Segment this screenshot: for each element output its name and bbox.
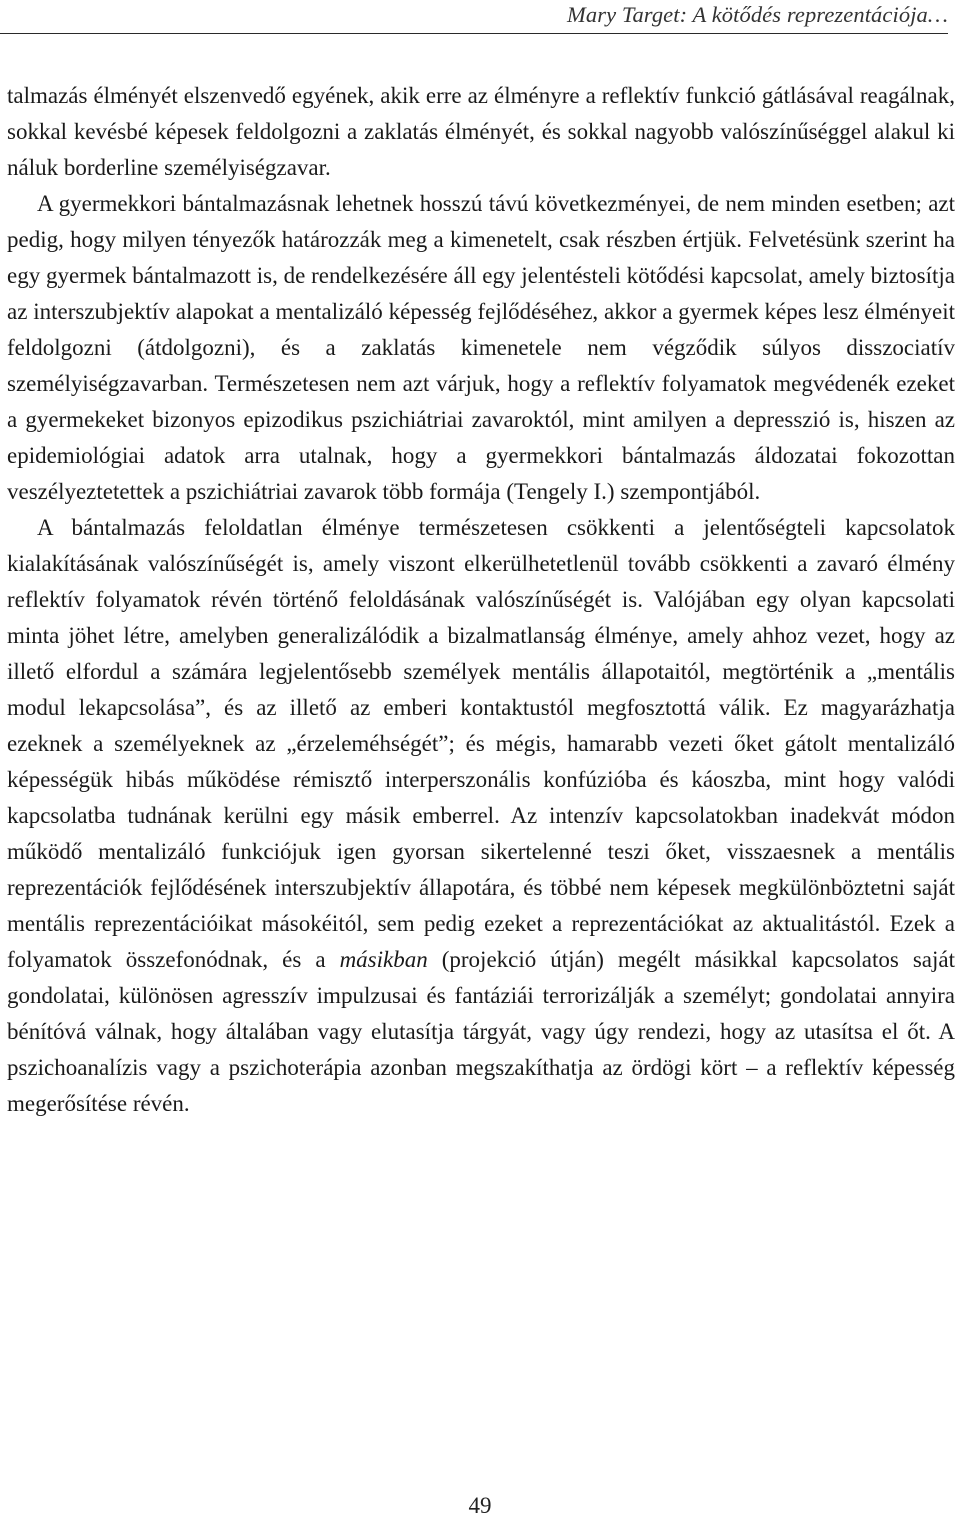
running-header-title: Mary Target: A kötődés reprezentációja…	[567, 2, 948, 27]
paragraph-3-text-part-1: A bántalmazás feloldatlan élménye természetesen csökkenti a jelentőségteli kapcsolatok kialakításának valószínűségét is, amely viszont elkerülhetetlenül tovább csökkenti a zavaró élmény reflektív folyamatok révén történő feloldásának valószínűségét is. Valójában egy olyan kapcsolati minta jöhet létre, amelyben generalizálódik a bizalmatlanság élménye, amely ahhoz vezet, hogy az illető elfordul a számára legjelentősebb személyek mentális állapotaitól, megtörténik a „mentális modul lekapcsolása”, és az illető az emberi kontaktustól megfosztottá válik. Ez magyarázhatja ezeknek a személyeknek az „érzeleméhségét”; és mégis, hamarabb vezeti őket gátolt mentalizáló képességük hibás működése rémisztő interperszonális konfúzióba és káoszba, mint hogy valódi kapcsolatba tudnának kerülni egy másik emberrel. Az intenzív kapcsolatokban inadekvát módon működő mentalizáló funkciójuk igen gyorsan sikertelenné teszi őket, visszaesnek a mentális reprezentációk fejlődésének interszubjektív állapotára, és többé nem képesek megkülönböztetni saját mentális reprezentációikat másokéitól, sem pedig ezeket a reprezentációkat az aktualitástól. Ezek a folyamatok összefonódnak, és a	[7, 515, 955, 972]
paragraph	[7, 510, 955, 1122]
paragraph-2-text: A gyermekkori bántalmazásnak lehetnek hosszú távú következményei, de nem minden esetben; azt pedig, hogy milyen tényezők határozzák meg a kimenetelt, csak részben értjük. Felvetésünk szerint ha egy gyermek bántalmazott is, de rendelkezésére áll egy jelentésteli kötődési kapcsolat, amely biztosítja az interszubjektív alapokat a mentalizáló képesség fejlődéséhez, akkor a gyermek képes lesz élményeit feldolgozni (átdolgozni), és a zaklatás kimenetele nem végződik súlyos disszociatív személyiségzavarban. Természetesen nem azt várjuk, hogy a reflektív folyamatok megvédenék ezeket a gyermekeket bizonyos epizodikus pszichiátriai zavaroktól, mint amilyen a depresszió is, hiszen az epidemiológiai adatok arra utalnak, hogy a gyermekkori bántalmazás áldozatai fokozottan veszélyeztetettek a pszichiátriai zavarok több formája (Tengely I.) szempontjából.	[7, 191, 955, 504]
body-text	[7, 78, 955, 1122]
paragraph	[7, 186, 955, 510]
running-header	[0, 0, 948, 34]
paragraph-continuation	[7, 78, 955, 186]
paragraph-3-text-part-2: (projekció útján) megélt másikkal kapcsolatos saját gondolatai, különösen agresszív impulzusai és fantáziái terrorizálják a személyt; gondolatai annyira bénítóvá válnak, hogy általában vagy elutasítja tárgyát, vagy úgy rendezi, hogy az utasítsa el őt. A pszichoanalízis vagy a pszichoterápia azonban megszakíthatja az ördögi kört – a reflektív képesség megerősítése révén.	[7, 947, 955, 1116]
page-number: 49	[468, 1493, 492, 1518]
paragraph-1-text: talmazás élményét elszenvedő egyének, akik erre az élményre a reflektív funkció gátlásával reagálnak, sokkal kevésbé képesek feldolgozni a zaklatás élményét, és sokkal nagyobb valószínűséggel alakul ki náluk borderline személyiségzavar.	[7, 83, 955, 180]
italic-term-masikban: másikban	[339, 947, 428, 972]
